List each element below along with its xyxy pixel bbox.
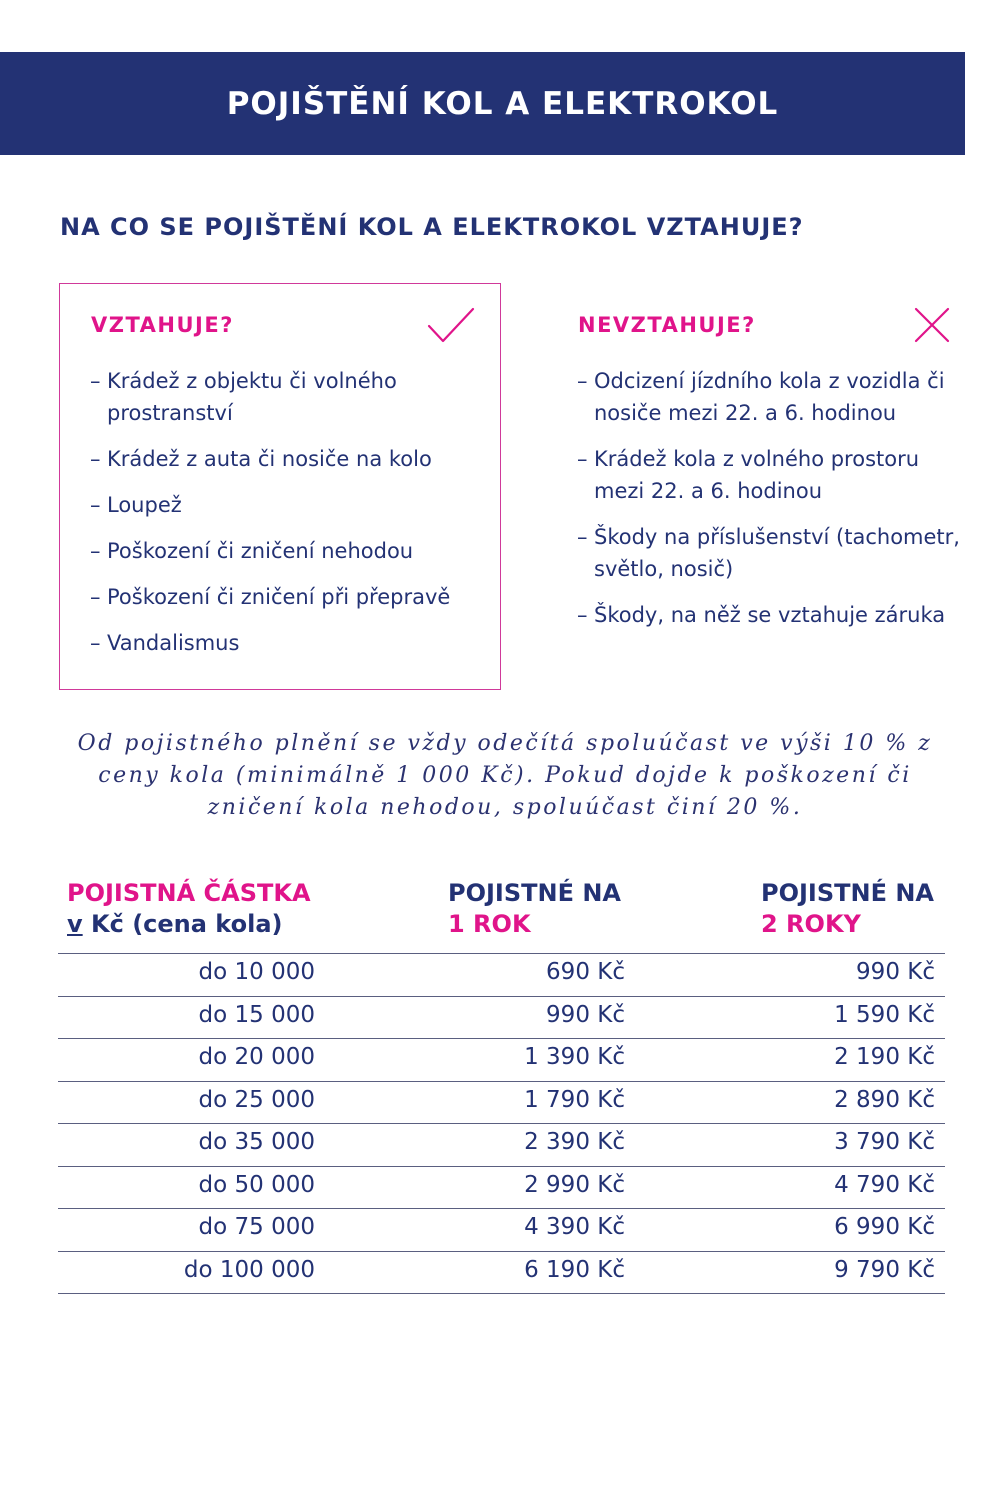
cell-2-years: 6 990 Kč bbox=[834, 1214, 935, 1240]
section-heading: NA CO SE POJIŠTĚNÍ KOL A ELEKTROKOL VZTAHUJE? bbox=[60, 213, 804, 241]
header-amount-underlined: v bbox=[67, 910, 83, 938]
list-item: – Škody na příslušenství (tachometr, světlo, nosič) bbox=[577, 521, 972, 585]
header-1-year-line1: POJISTNÉ NA bbox=[448, 879, 622, 907]
cell-2-years: 990 Kč bbox=[856, 959, 935, 985]
table-row bbox=[58, 1038, 945, 1081]
list-item: – Škody, na něž se vztahuje záruka bbox=[577, 599, 972, 631]
cell-amount: do 25 000 bbox=[198, 1086, 315, 1113]
table-header-1-year bbox=[448, 878, 621, 940]
table-row bbox=[58, 1123, 945, 1166]
header-2-years-line1: POJISTNÉ NA bbox=[761, 879, 935, 907]
cell-amount: do 100 000 bbox=[183, 1256, 315, 1283]
list-item: – Krádež kola z volného prostoru mezi 22. a 6. hodinou bbox=[577, 443, 972, 507]
table-row bbox=[58, 953, 945, 996]
list-item: – Krádež z objektu či volného prostranství bbox=[90, 365, 490, 429]
header-2-years-line2: 2 ROKY bbox=[761, 910, 861, 938]
table-row bbox=[58, 996, 945, 1039]
cell-2-years: 9 790 Kč bbox=[834, 1256, 935, 1283]
table-header-amount bbox=[67, 878, 311, 940]
cell-amount: do 75 000 bbox=[198, 1214, 315, 1240]
table-row bbox=[58, 1251, 945, 1295]
cell-1-year: 690 Kč bbox=[546, 959, 625, 985]
deductible-note: Od pojistného plnění se vždy odečítá spoluúčast ve výši 10 % z ceny kola (minimálně 1 000 Kč). Pokud dojde k poškození či zničení kola nehodou, spoluúčast činí 20 %. bbox=[77, 731, 933, 820]
price-table bbox=[58, 953, 945, 1294]
table-row bbox=[58, 1081, 945, 1124]
cell-1-year: 1 390 Kč bbox=[524, 1044, 625, 1070]
cell-2-years: 2 190 Kč bbox=[834, 1044, 935, 1070]
page-title: POJIŠTĚNÍ KOL A ELEKTROKOL bbox=[226, 85, 779, 122]
cell-1-year: 2 990 Kč bbox=[524, 1171, 625, 1198]
list-item: – Poškození či zničení při přepravě bbox=[90, 581, 490, 613]
cell-1-year: 4 390 Kč bbox=[524, 1214, 625, 1240]
table-row bbox=[58, 1208, 945, 1251]
not-covered-heading: NEVZTAHUJE? bbox=[578, 313, 756, 337]
cell-2-years: 1 590 Kč bbox=[834, 1001, 935, 1028]
cell-amount: do 35 000 bbox=[198, 1129, 315, 1155]
header-amount-line1: POJISTNÁ ČÁSTKA bbox=[67, 879, 311, 907]
table-row bbox=[58, 1166, 945, 1209]
header-amount-line2: Kč (cena kola) bbox=[82, 910, 283, 938]
list-item: – Krádež z auta či nosiče na kolo bbox=[90, 443, 490, 475]
check-icon bbox=[426, 306, 476, 346]
cell-amount: do 15 000 bbox=[198, 1001, 315, 1028]
covered-heading: VZTAHUJE? bbox=[91, 313, 234, 337]
cell-amount: do 20 000 bbox=[198, 1044, 315, 1070]
header-1-year-line2: 1 ROK bbox=[448, 910, 531, 938]
cell-1-year: 2 390 Kč bbox=[524, 1129, 625, 1155]
table-header-2-years bbox=[761, 878, 934, 940]
cell-1-year: 1 790 Kč bbox=[524, 1086, 625, 1113]
cell-amount: do 50 000 bbox=[198, 1171, 315, 1198]
list-item: – Poškození či zničení nehodou bbox=[90, 535, 490, 567]
cross-icon bbox=[913, 306, 951, 344]
covered-list bbox=[90, 365, 490, 673]
cell-2-years: 2 890 Kč bbox=[834, 1086, 935, 1113]
list-item: – Vandalismus bbox=[90, 627, 490, 659]
list-item: – Odcizení jízdního kola z vozidla či nosiče mezi 22. a 6. hodinou bbox=[577, 365, 972, 429]
not-covered-list bbox=[577, 365, 972, 645]
cell-2-years: 4 790 Kč bbox=[834, 1171, 935, 1198]
list-item: – Loupež bbox=[90, 489, 490, 521]
cell-amount: do 10 000 bbox=[198, 959, 315, 985]
title-banner bbox=[0, 52, 965, 155]
cell-2-years: 3 790 Kč bbox=[834, 1129, 935, 1155]
cell-1-year: 990 Kč bbox=[546, 1001, 625, 1028]
cell-1-year: 6 190 Kč bbox=[524, 1256, 625, 1283]
